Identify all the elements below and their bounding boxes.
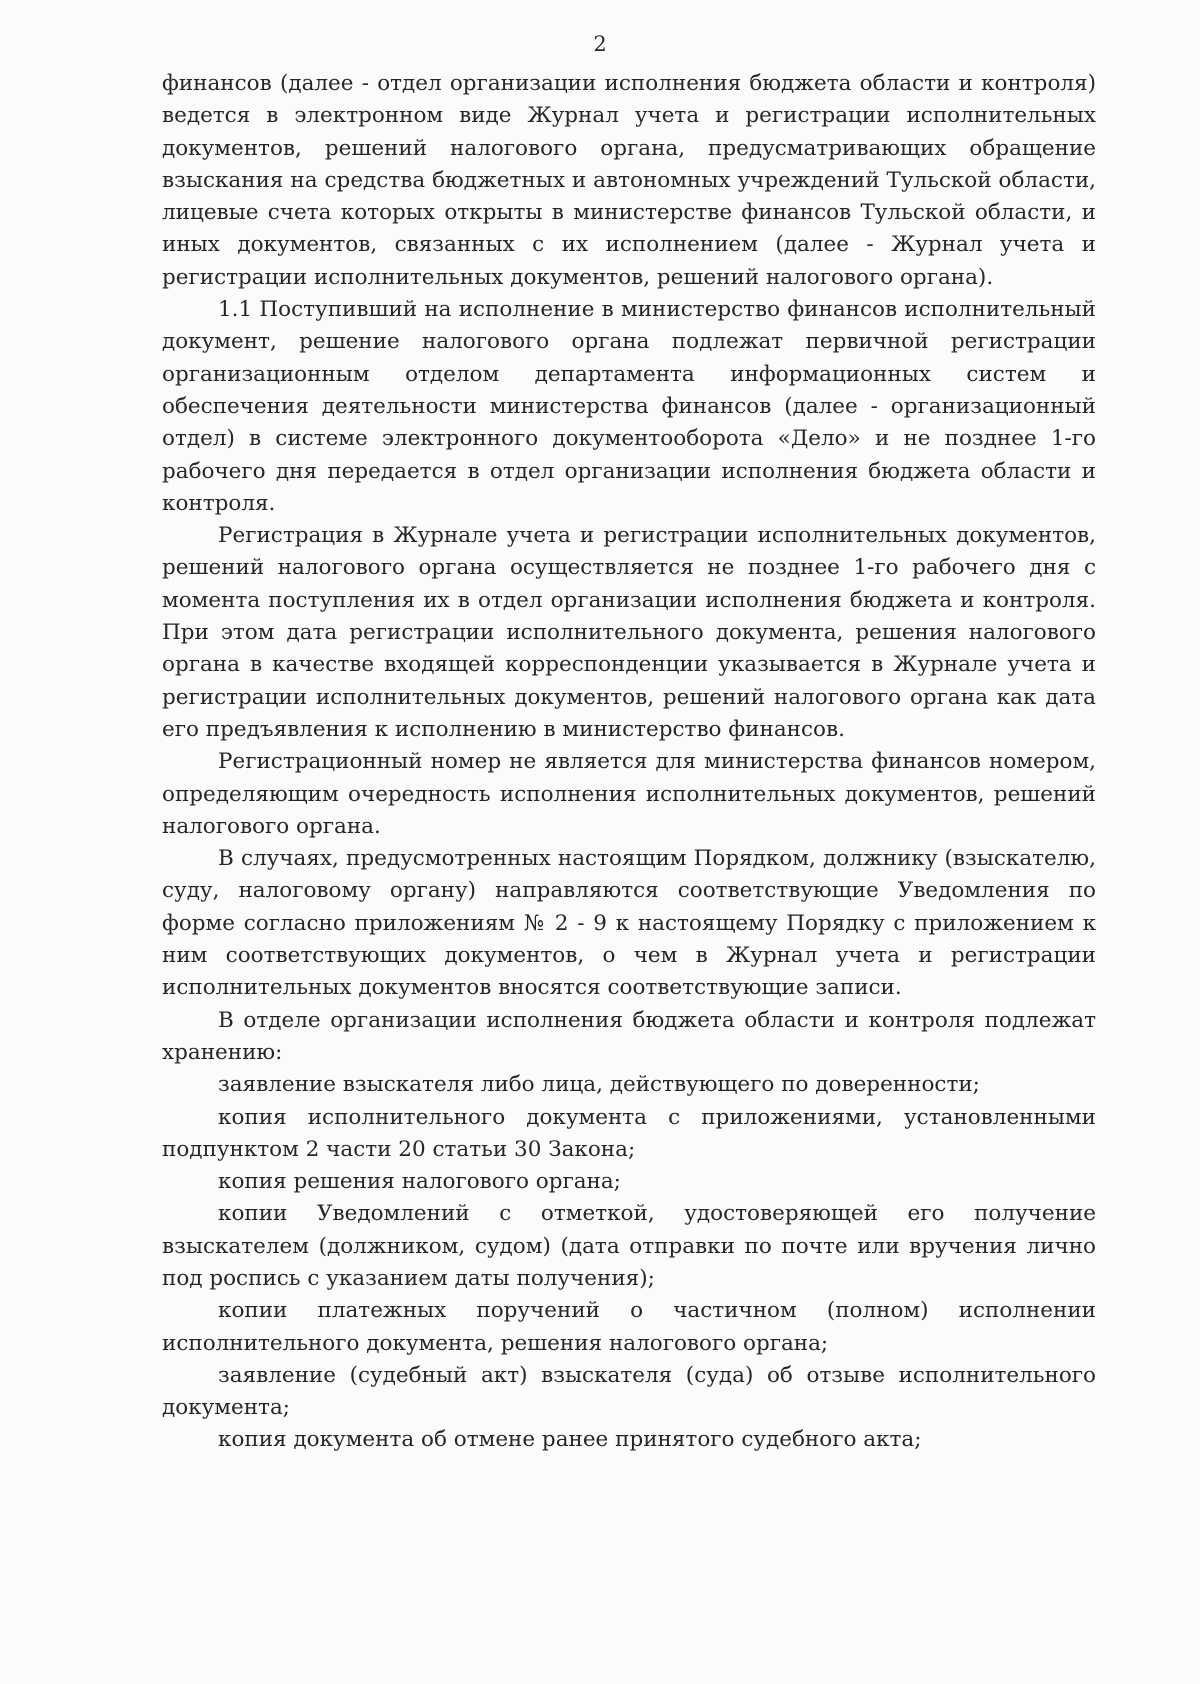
list-item: копии Уведомлений с отметкой, удостоверяющей его получение взыскателем (должником, судом) (дата отправки по почте или вручения лично под роспись с указанием даты получения); (162, 1201, 1096, 1291)
paragraph: В случаях, предусмотренных настоящим Порядком, должнику (взыскателю, суду, налоговому органу) направляются соответствующие Уведомления по форме согласно приложениям № 2 - 9 к настоящему Порядку с приложением к ним соответствующих документов, о чем в Журнал учета и регистрации исполнительных документов вносятся соответствующие записи. (162, 846, 1096, 1001)
list-item: заявление взыскателя либо лица, действующего по доверенности; (218, 1072, 980, 1098)
paragraph: Регистрационный номер не является для министерства финансов номером, определяющим очередность исполнения исполнительных документов, решений налогового органа. (162, 749, 1096, 839)
list-item: копия решения налогового органа; (218, 1169, 621, 1195)
list-item: копия исполнительного документа с приложениями, установленными подпунктом 2 части 20 статьи 30 Закона; (162, 1104, 1096, 1162)
page-number: 2 (593, 32, 607, 56)
list-item: копия документа об отмене ранее принятого судебного акта; (218, 1427, 922, 1453)
paragraph: 1.1 Поступивший на исполнение в министерство финансов исполнительный документ, решение налогового органа подлежат первичной регистрации организационным отделом департамента информационных систем и обеспечения деятельности министерства финансов (далее - организационный отдел) в системе электронного документооборота «Дело» и не позднее 1-го рабочего дня передается в отдел организации исполнения бюджета области и контроля. (162, 297, 1096, 516)
list-item: копии платежных поручений о частичном (полном) исполнении исполнительного документа, решения налогового органа; (162, 1298, 1096, 1356)
paragraph: финансов (далее - отдел организации исполнения бюджета области и контроля) ведется в электронном виде Журнал учета и регистрации исполнительных документов, решений налогового органа, предусматривающих обращение взыскания на средства бюджетных и автономных учреждений Тульской области, лицевые счета которых открыты в министерстве финансов Тульской области, и иных документов, связанных с их исполнением (далее - Журнал учета и регистрации исполнительных документов, решений налогового органа). (162, 71, 1096, 290)
paragraph: Регистрация в Журнале учета и регистрации исполнительных документов, решений налогового органа осуществляется не позднее 1-го рабочего дня с момента поступления их в отдел организации исполнения бюджета и контроля. При этом дата регистрации исполнительного документа, решения налогового органа в качестве входящей корреспонденции указывается в Журнале учета и регистрации исполнительных документов, решений налогового органа как дата его предъявления к исполнению в министерство финансов. (162, 523, 1096, 742)
list-item: заявление (судебный акт) взыскателя (суда) об отзыве исполнительного документа; (162, 1362, 1096, 1421)
paragraph: В отделе организации исполнения бюджета области и контроля подлежат хранению: (162, 1007, 1096, 1065)
document-body (162, 68, 1096, 1457)
